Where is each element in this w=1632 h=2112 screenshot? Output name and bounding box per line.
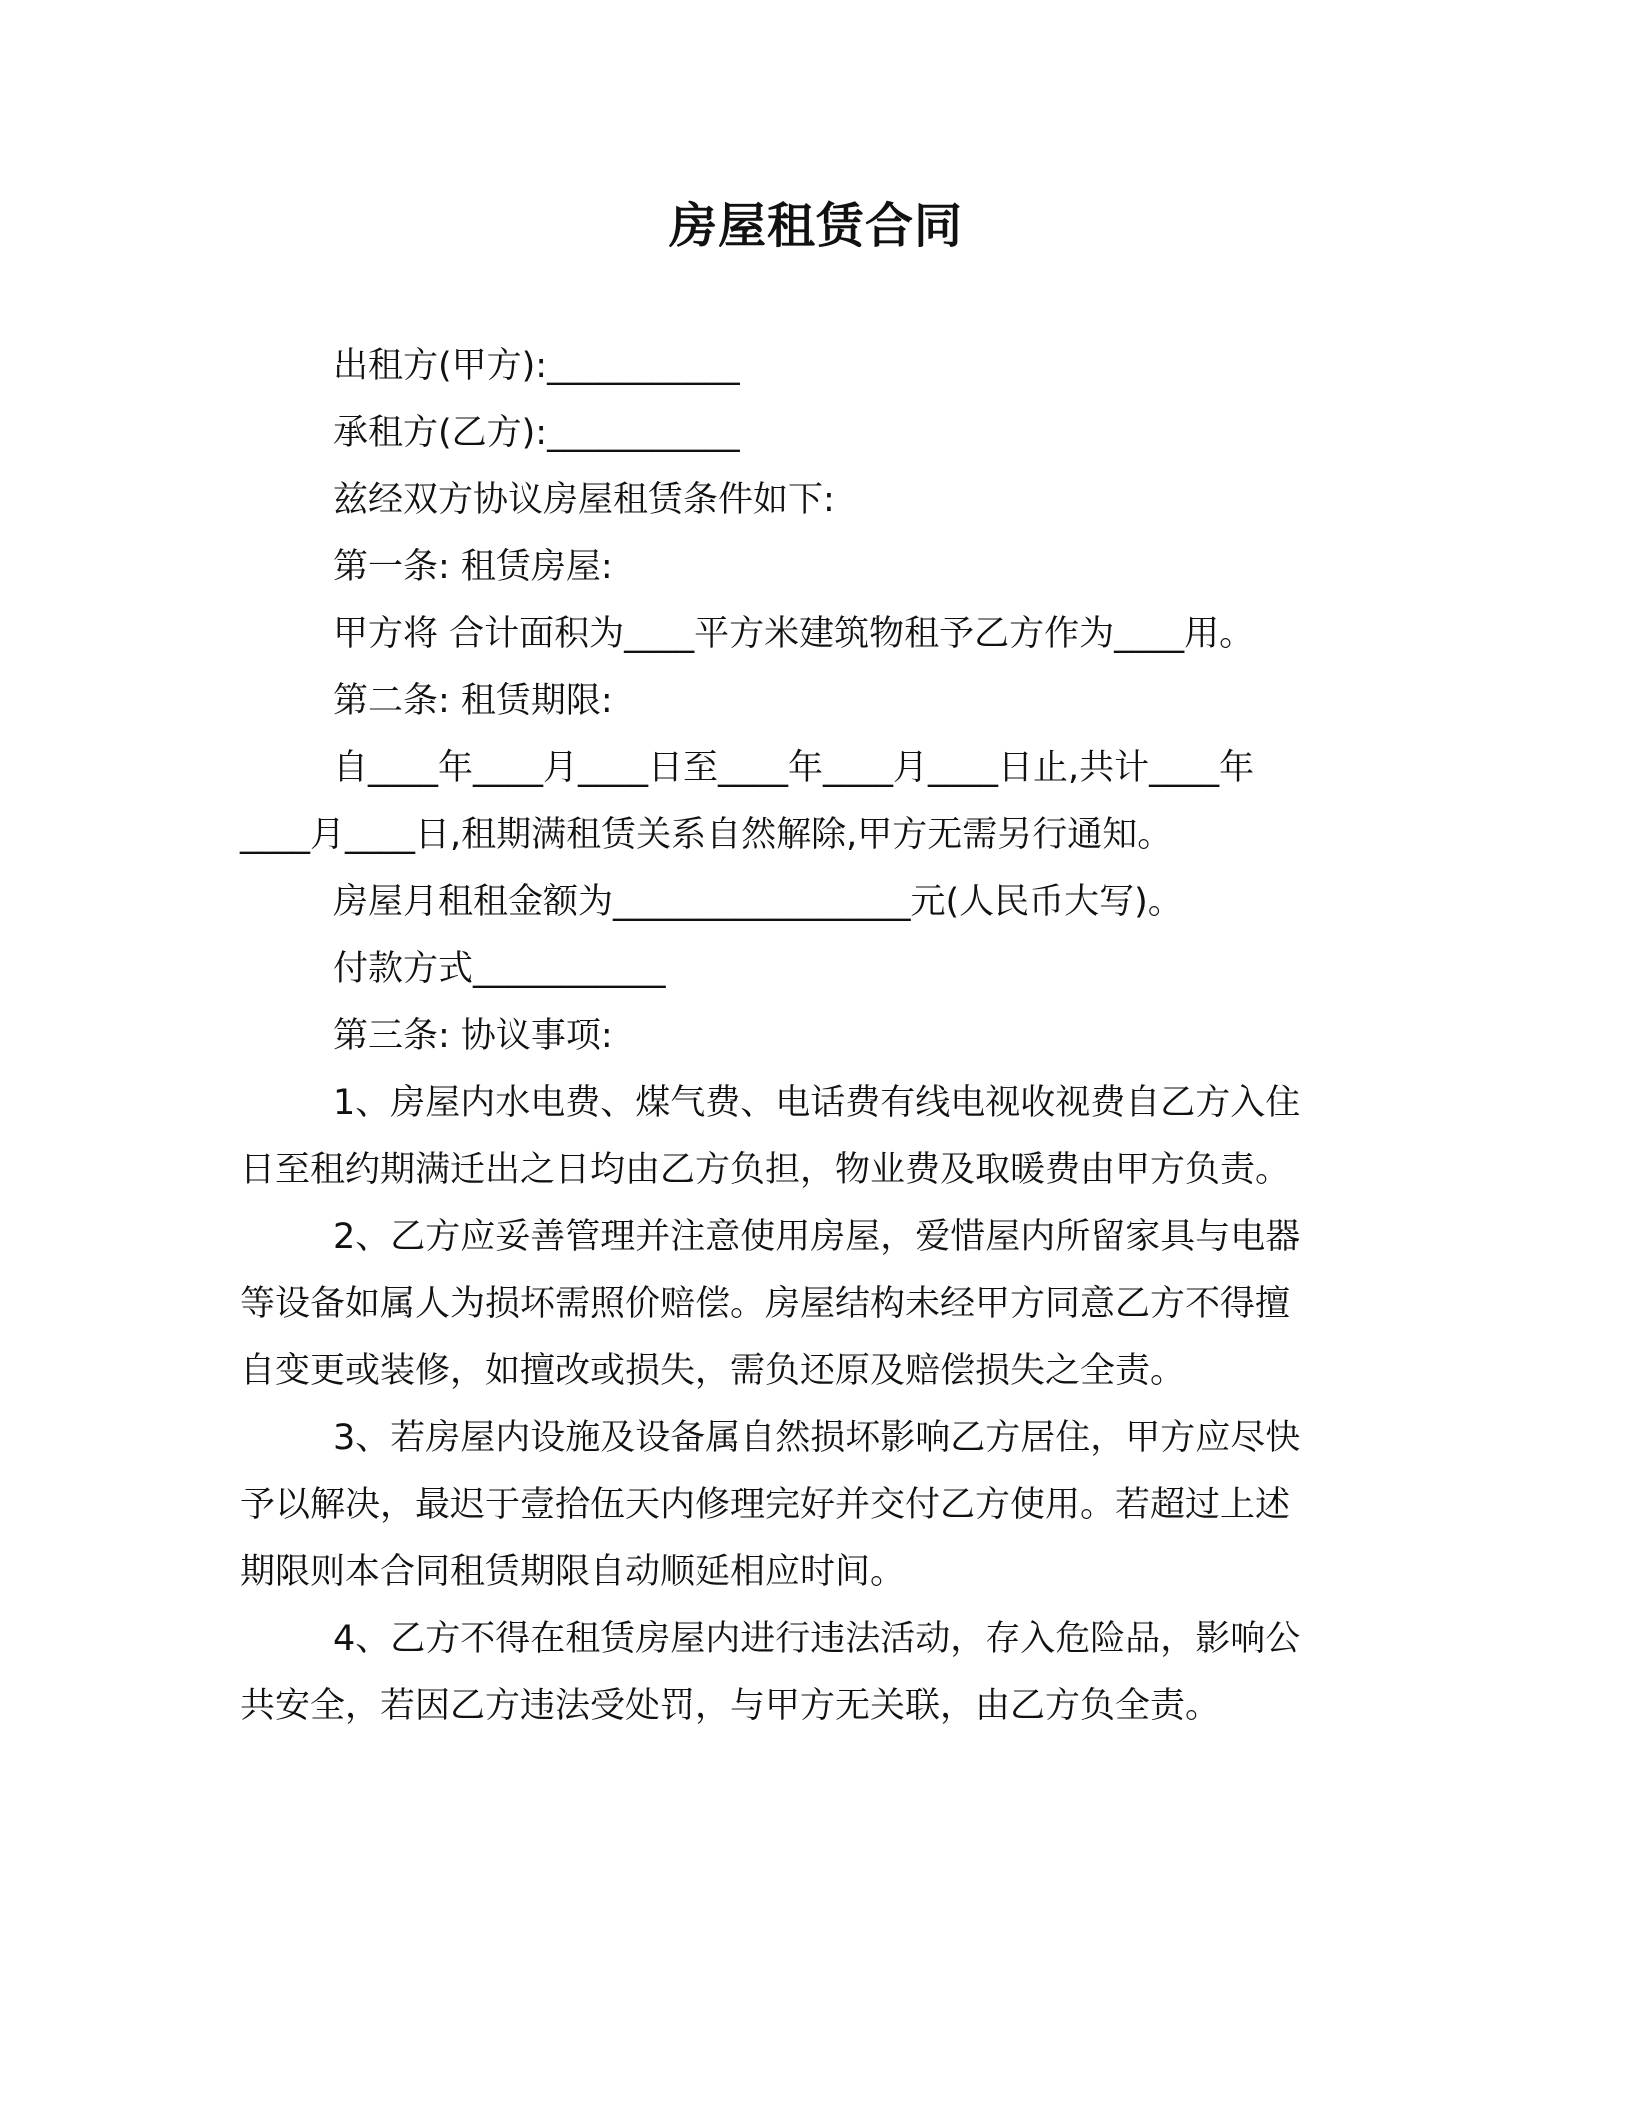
clause-1-line-2: 日至租约期满迁出之日均由乙方负担，物业费及取暖费由甲方负责。: [240, 1150, 1291, 1190]
document-title: 房屋租赁合同: [668, 198, 963, 254]
clause-2-line-3: 自变更或装修，如擅改或损失，需负还原及赔偿损失之全责。: [240, 1351, 1186, 1391]
article-one-heading: 第一条: 租赁房屋:: [333, 547, 613, 587]
lessee-line: 承租方(乙方):___________: [333, 413, 740, 453]
clause-3-line-1: 3、若房屋内设施及设备属自然损坏影响乙方居住，甲方应尽快: [333, 1418, 1301, 1458]
payment-method-line: 付款方式___________: [333, 949, 666, 989]
article-three-heading: 第三条: 协议事项:: [333, 1016, 613, 1056]
term-line-2: ____月____日,租期满租赁关系自然解除,甲方无需另行通知。: [240, 815, 1173, 855]
clause-4-line-2: 共安全，若因乙方违法受处罚，与甲方无关联，由乙方负全责。: [240, 1686, 1221, 1726]
rent-amount-line: 房屋月租租金额为_________________元(人民币大写)。: [333, 882, 1183, 922]
term-line-1: 自____年____月____日至____年____月____日止,共计____年: [333, 748, 1255, 788]
article-two-heading: 第二条: 租赁期限:: [333, 681, 613, 721]
clause-1-line-1: 1、房屋内水电费、煤气费、电话费有线电视收视费自乙方入住: [333, 1083, 1301, 1123]
clause-2-line-1: 2、乙方应妥善管理并注意使用房屋，爱惜屋内所留家具与电器: [333, 1217, 1301, 1257]
article-one-text: 甲方将 合计面积为____平方米建筑物租予乙方作为____用。: [333, 614, 1255, 654]
intro-line: 兹经双方协议房屋租赁条件如下:: [333, 480, 835, 520]
clause-2-line-2: 等设备如属人为损坏需照价赔偿。房屋结构未经甲方同意乙方不得擅: [240, 1284, 1291, 1324]
clause-3-line-2: 予以解决，最迟于壹拾伍天内修理完好并交付乙方使用。若超过上述: [240, 1485, 1291, 1525]
lessor-line: 出租方(甲方):___________: [333, 346, 740, 386]
clause-3-line-3: 期限则本合同租赁期限自动顺延相应时间。: [240, 1552, 906, 1592]
clause-4-line-1: 4、乙方不得在租赁房屋内进行违法活动，存入危险品，影响公: [333, 1619, 1301, 1659]
